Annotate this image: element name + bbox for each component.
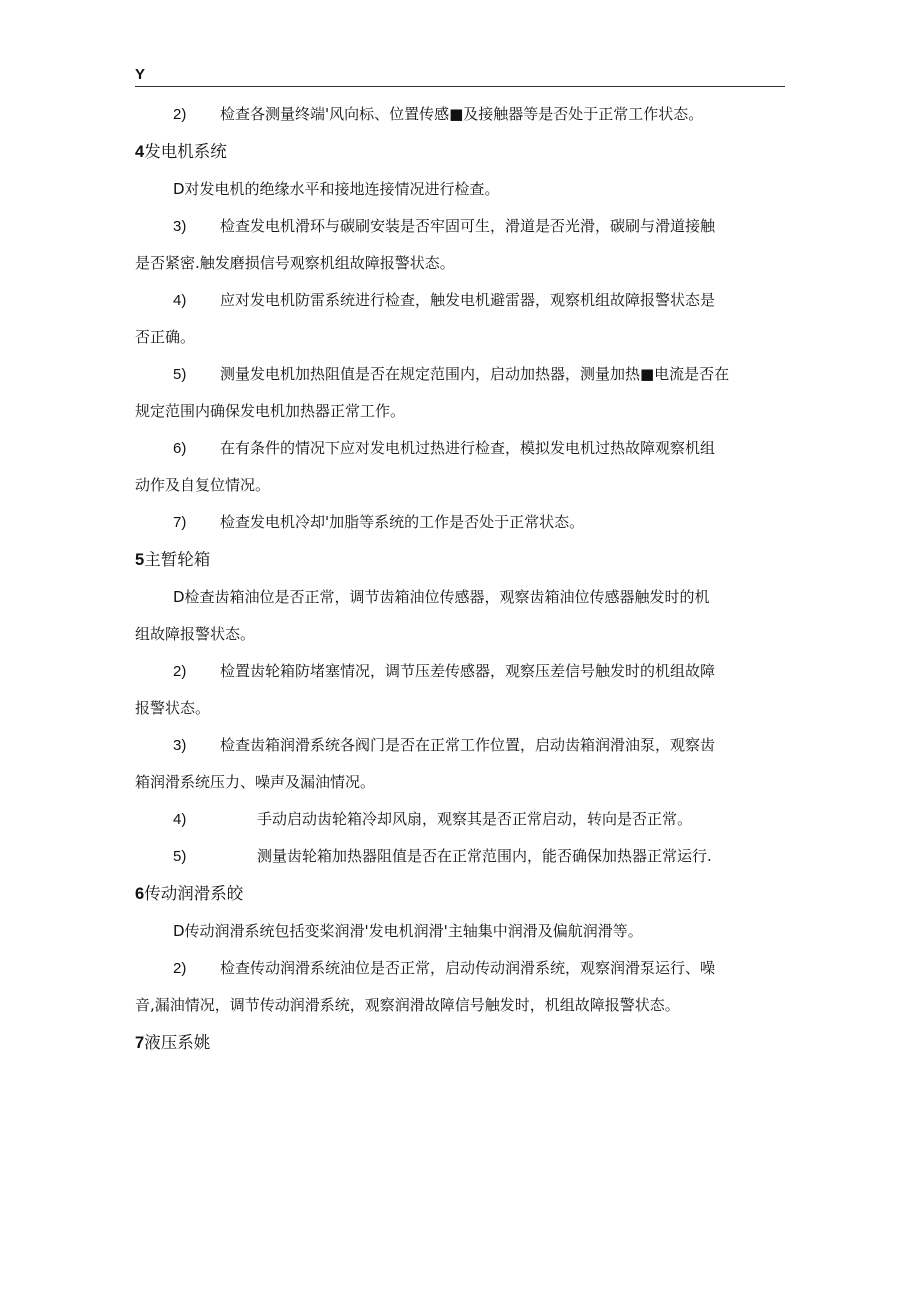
- list-item: [135, 430, 785, 467]
- item-text: 应对发电机防雷系统进行检查，触发电机避雷器，观察机组故障报警状态是: [220, 291, 716, 309]
- section-title: 液压系姚: [144, 1033, 211, 1052]
- item-continuation: 规定范围内确保发电机加热器正常工作。: [135, 402, 406, 420]
- list-item: D对发电机的绝缘水平和接地连接情况进行检查。: [173, 180, 500, 198]
- item-number: 4): [173, 292, 187, 309]
- section-title: 主暂轮箱: [144, 550, 211, 569]
- item-continuation: 音,漏油情况，调节传动润滑系统，观察润滑故障信号触发时，机组故障报警状态。: [135, 996, 680, 1014]
- section-number: 6: [135, 885, 145, 903]
- list-item: D传动润滑系统包括变桨润滑'发电机润滑'主轴集中润滑及偏航润滑等。: [173, 922, 643, 940]
- section-heading: [135, 541, 785, 579]
- item-continuation: 组故障报警状态。: [135, 625, 256, 643]
- item-text: 检查传动润滑系统油位是否正常，启动传动润滑系统，观察润滑泵运行、噪: [220, 959, 716, 977]
- item-number: 3): [173, 737, 187, 754]
- list-item: [135, 727, 785, 764]
- section-number: 4: [135, 143, 145, 161]
- item-number: 4): [173, 811, 187, 828]
- section-heading: [135, 1024, 785, 1062]
- list-item: [135, 838, 785, 875]
- section-title: 传动润滑系皎: [144, 884, 244, 903]
- section-number: 7: [135, 1034, 145, 1052]
- item-number: 3): [173, 218, 187, 235]
- item-continuation: 箱润滑系统压力、噪声及漏油情况。: [135, 773, 376, 791]
- list-item: [135, 950, 785, 987]
- item-text: 测量发电机加热阻值是否在规定范围内，启动加热器，测量加热■电流是否在: [220, 365, 730, 383]
- item-continuation: 动作及自复位情况。: [135, 476, 271, 494]
- item-text: 检查发电机冷却'加脂等系统的工作是否处于正常状态。: [220, 513, 585, 531]
- list-item: [135, 282, 785, 319]
- list-item: [135, 208, 785, 245]
- section-heading: [135, 133, 785, 171]
- item-number: 2): [173, 663, 187, 680]
- item-text: 测量齿轮箱加热器阻值是否在正常范围内，能否确保加热器正常运行.: [257, 847, 712, 865]
- item-text: 检查各测量终端'风向标、位置传感■及接触器等是否处于正常工作状态。: [220, 105, 704, 123]
- item-number: 5): [173, 366, 187, 383]
- section-heading: [135, 875, 785, 913]
- list-item: [135, 96, 785, 133]
- section-number: 5: [135, 551, 145, 569]
- item-number: 2): [173, 960, 187, 977]
- list-item: [135, 504, 785, 541]
- item-number: 2): [173, 106, 187, 123]
- list-item: [135, 801, 785, 838]
- item-number: 7): [173, 514, 187, 531]
- item-number: 5): [173, 848, 187, 865]
- list-item: [135, 356, 785, 393]
- item-number: 6): [173, 440, 187, 457]
- item-text: 检查发电机滑环与碳刷安装是否牢固可生，滑道是否光滑，碳刷与滑道接触: [220, 217, 716, 235]
- item-continuation: 是否紧密.触发磨损信号观察机组故障报警状态。: [135, 254, 455, 272]
- item-text: 检查齿箱润滑系统各阀门是否在正常工作位置，启动齿箱润滑油泵，观察齿: [220, 736, 716, 754]
- item-text: 在有条件的情况下应对发电机过热进行检查，模拟发电机过热故障观察机组: [220, 439, 716, 457]
- item-text: 手动启动齿轮箱冷却风扇，观察其是否正常启动，转向是否正常。: [257, 810, 693, 828]
- section-title: 发电机系统: [144, 142, 227, 161]
- document-body: [135, 96, 785, 1062]
- header-divider: [135, 86, 785, 87]
- item-continuation: 否正确。: [135, 328, 196, 346]
- header-mark: Y: [135, 66, 146, 83]
- item-text: 检置齿轮箱防堵塞情况，调节压差传感器，观察压差信号触发时的机组故障: [220, 662, 716, 680]
- item-continuation: 报警状态。: [135, 699, 211, 717]
- list-item: D检查齿箱油位是否正常，调节齿箱油位传感器，观察齿箱油位传感器触发时的机: [173, 588, 710, 606]
- list-item: [135, 653, 785, 690]
